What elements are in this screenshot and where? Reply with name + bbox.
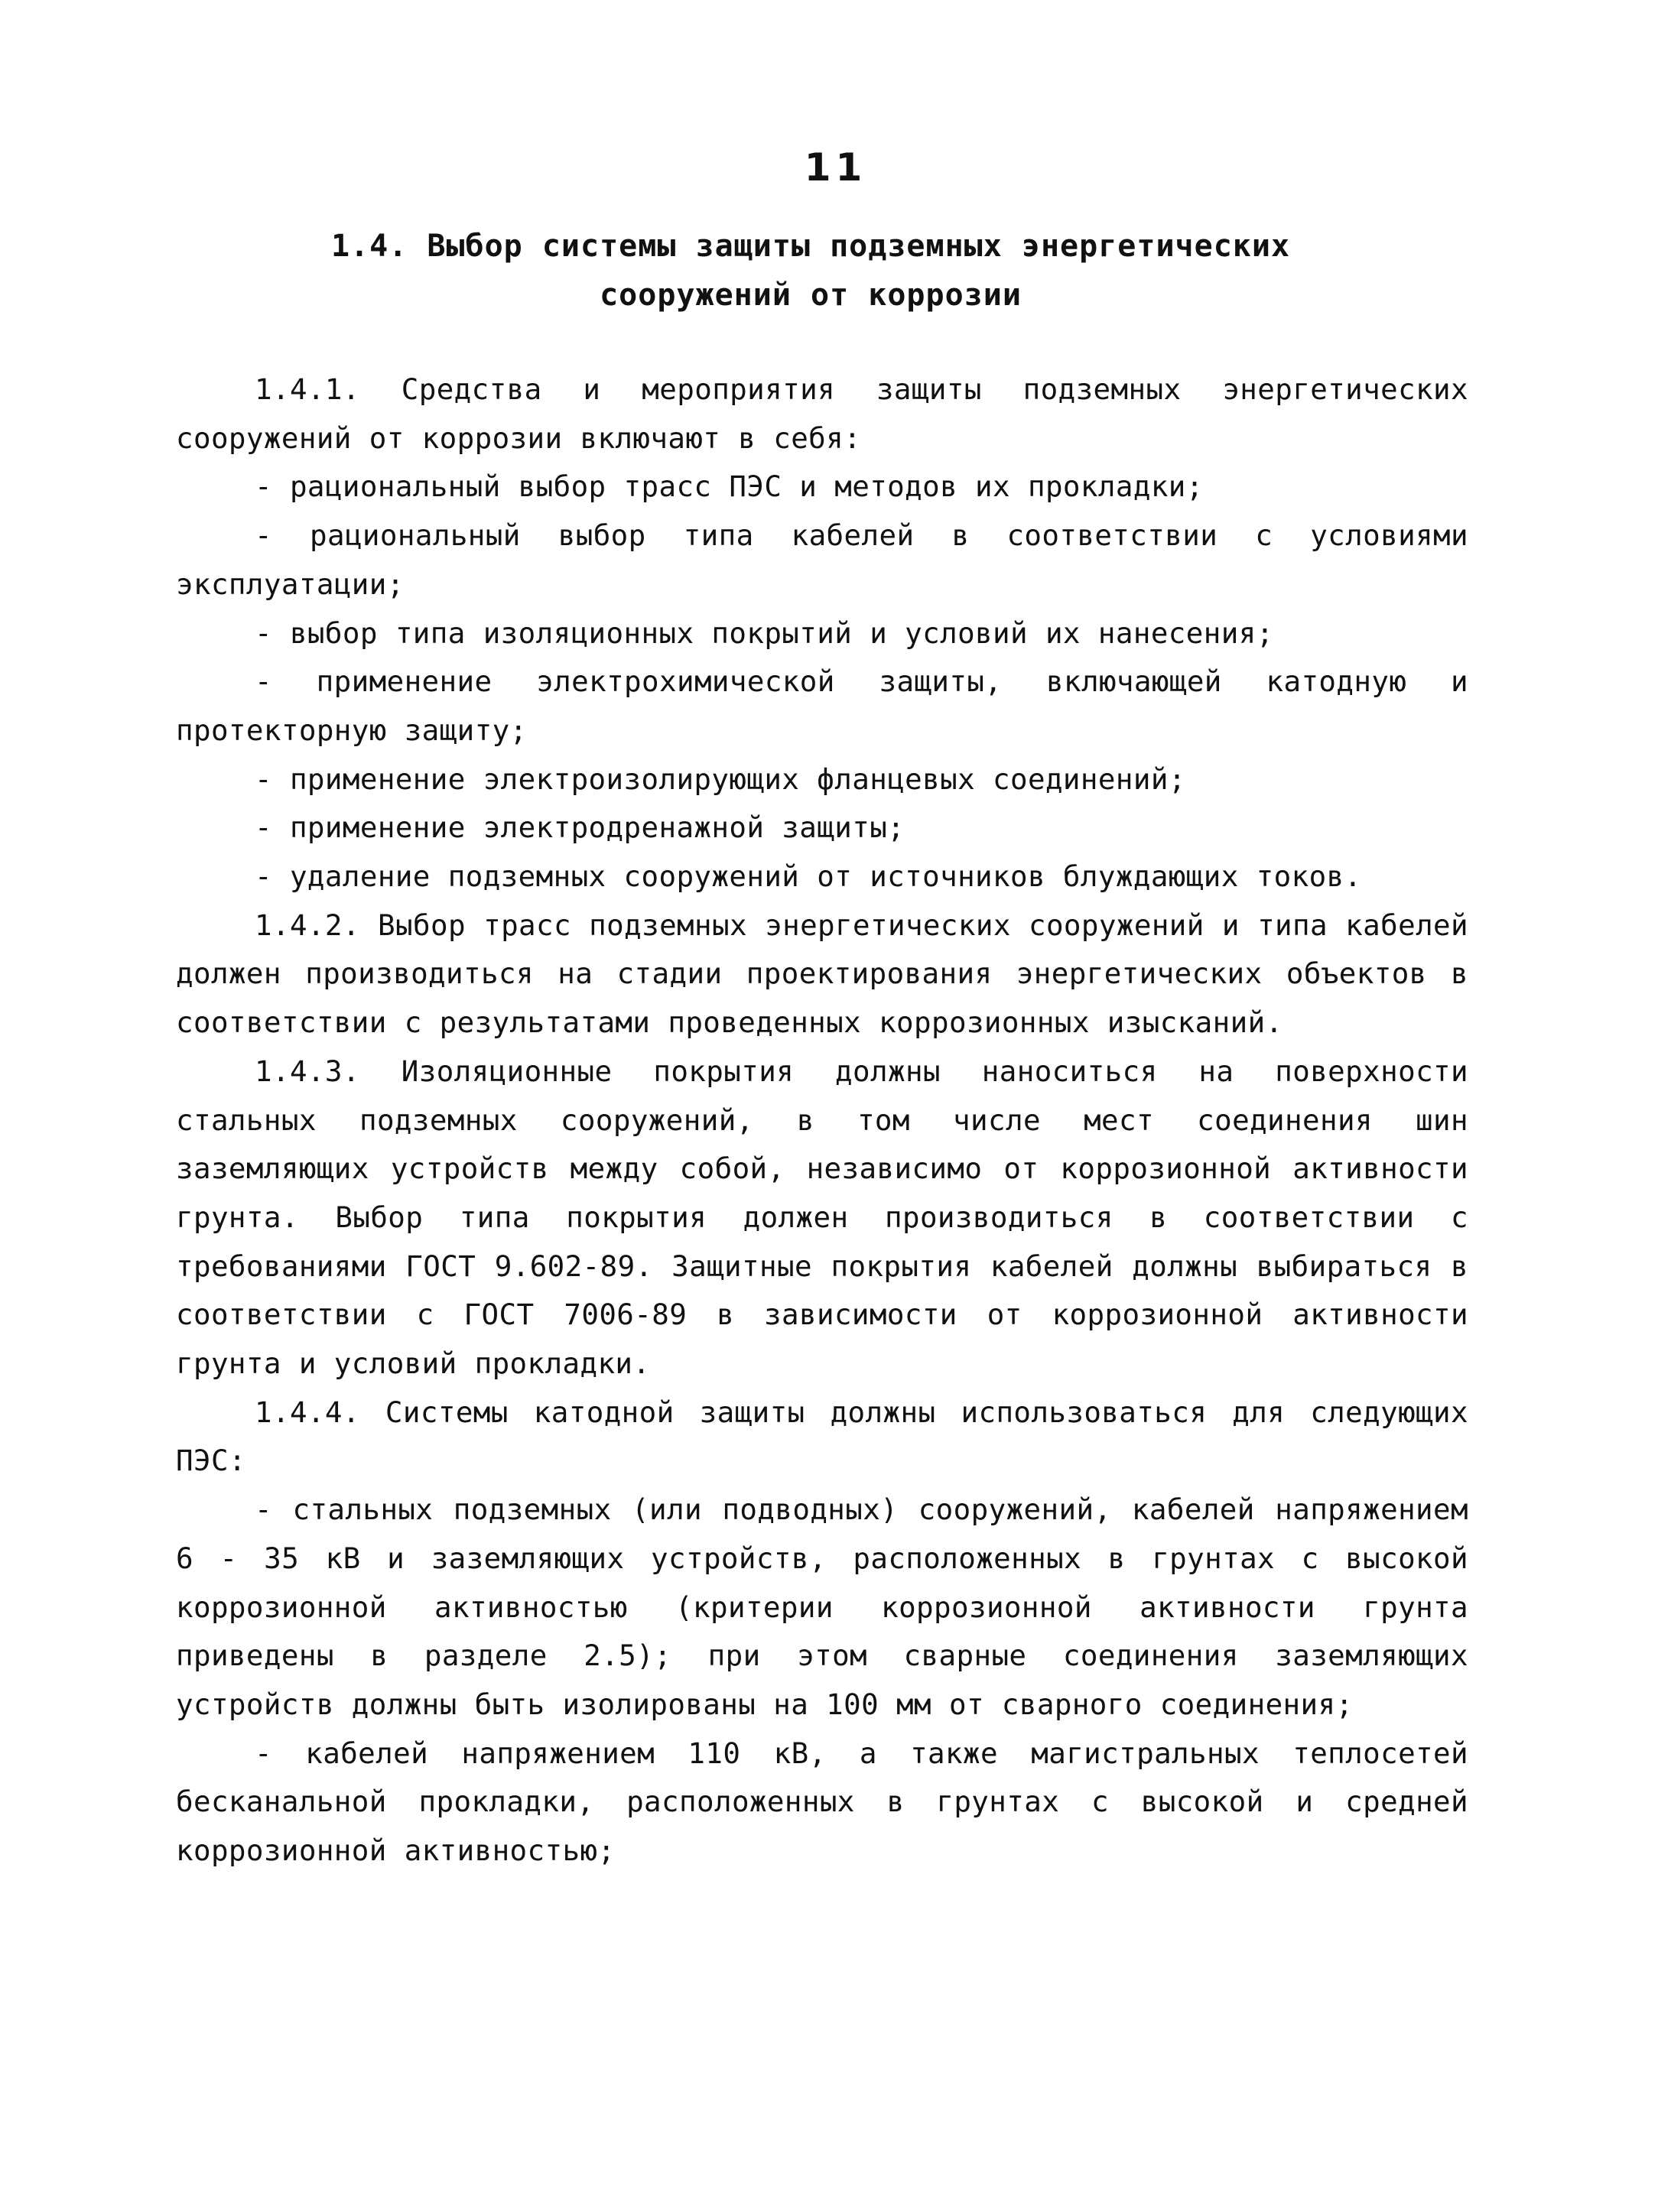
list-item-insulation: - выбор типа изоляционных покрытий и условий их нанесения; xyxy=(255,616,1274,650)
list-item-electrochemical: - применение электрохимической защиты, включающей катодную и протекторную защиту; xyxy=(176,664,1468,747)
paragraph-1-4-3: 1.4.3. Изоляционные покрытия должны наноситься на поверхности стальных подземных сооружений, в том числе мест соединения шин заземляющих устройств между собой, независимо от коррозионной активности грунта. Выбор типа покрытия должен производиться в соответствии с требованиями ГОСТ 9.602-89. Защитные покрытия кабелей должны выбираться в соответствии с ГОСТ 7006-89 в зависимости от коррозионной активности грунта и условий прокладки. xyxy=(176,1054,1468,1381)
list-item-cable-type: - рациональный выбор типа кабелей в соответствии с условиями эксплуатации; xyxy=(176,518,1468,601)
list-item-route-selection: - рациональный выбор трасс ПЭС и методов их прокладки; xyxy=(255,469,1204,504)
list-item-110kv-cables: - кабелей напряжением 110 кВ, а также магистральных теплосетей бесканальной прокладки, расположенных в грунтах с высокой и средней коррозионной активностью; xyxy=(176,1736,1468,1868)
section-heading-line-1: 1.4. Выбор системы защиты подземных энергетических xyxy=(330,229,1291,264)
list-item-drainage: - применение электродренажной защиты; xyxy=(255,810,905,845)
list-item-stray-currents: - удаление подземных сооружений от источников блуждающих токов. xyxy=(255,859,1362,894)
paragraph-1-4-4: 1.4.4. Системы катодной защиты должны использоваться для следующих ПЭС: xyxy=(176,1395,1468,1478)
list-item-flange: - применение электроизолирующих фланцевых соединений; xyxy=(255,762,1186,796)
section-heading-line-2: сооружений от коррозии xyxy=(600,278,1022,313)
section-heading xyxy=(306,222,1315,320)
list-item-steel-structures: - стальных подземных (или подводных) сооружений, кабелей напряжением 6 - 35 кВ и заземляющих устройств, расположенных в грунтах с высокой коррозионной активностью (критерии коррозионной активности грунта приведены в разделе 2.5); при этом сварные соединения заземляющих устройств должны быть изолированы на 100 мм от сварного соединения; xyxy=(176,1493,1468,1721)
document-body xyxy=(176,365,1468,1876)
page-number: 11 xyxy=(804,145,867,190)
paragraph-1-4-1: 1.4.1. Средства и мероприятия защиты подземных энергетических сооружений от коррозии включают в себя: xyxy=(176,372,1468,455)
paragraph-1-4-2: 1.4.2. Выбор трасс подземных энергетических сооружений и типа кабелей должен производиться на стадии проектирования энергетических объектов в соответствии с результатами проведенных коррозионных изысканий. xyxy=(176,908,1468,1040)
